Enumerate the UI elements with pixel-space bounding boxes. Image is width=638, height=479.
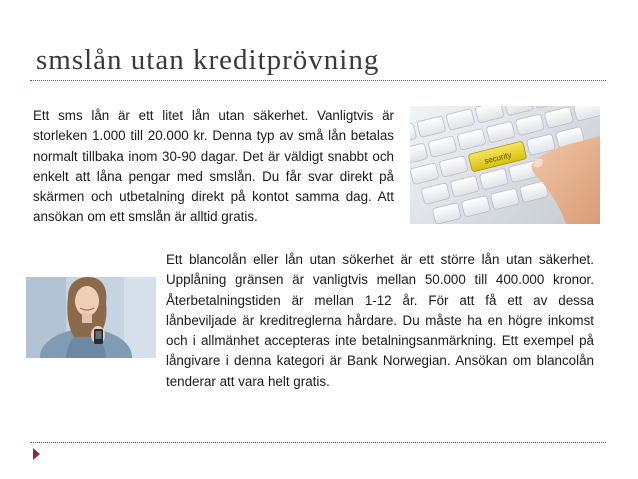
blancolan-paragraph: Ett blancolån eller lån utan sökerhet är ett större lån utan säkerhet. Upplåning gränsen är vanligtvis mellan 50.000 till 400.000 kronor. Återbetalningstiden är mellan 1-12 år. För att få ett av dessa lånbeviljade är kreditreglerna hårdare. Du måste ha en högre inkomst och i allmänhet accepteras inte betalningsanmärkning. Ett exempel på långivare i denna kategori är Bank Norwegian. Ansökan om blancolån tenderar att vara helt gratis. [166, 252, 594, 389]
woman-illustration [26, 277, 156, 358]
security-key-label: security [483, 150, 513, 166]
title-divider [30, 80, 606, 81]
keyboard-illustration [410, 106, 600, 224]
next-slide-arrow-icon[interactable] [33, 448, 40, 460]
slide-title: smslån utan kreditprövning [36, 44, 380, 76]
keyboard-security-photo [410, 106, 600, 224]
woman-phone-photo [26, 277, 156, 358]
footer-divider [30, 442, 606, 443]
intro-paragraph: Ett sms lån är ett litet lån utan säkerhet. Vanligtvis är storleken 1.000 till 20.000 kr. Denna typ av små lån betalas normalt tillbaka inom 30-90 dagar. Det är väldigt snabbt och enkelt att låna pengar med smslån. Du får svar direkt på skärmen och utbetalning direkt på kontot samma dag. Att ansökan om ett smslån är alltid gratis. [33, 108, 394, 225]
